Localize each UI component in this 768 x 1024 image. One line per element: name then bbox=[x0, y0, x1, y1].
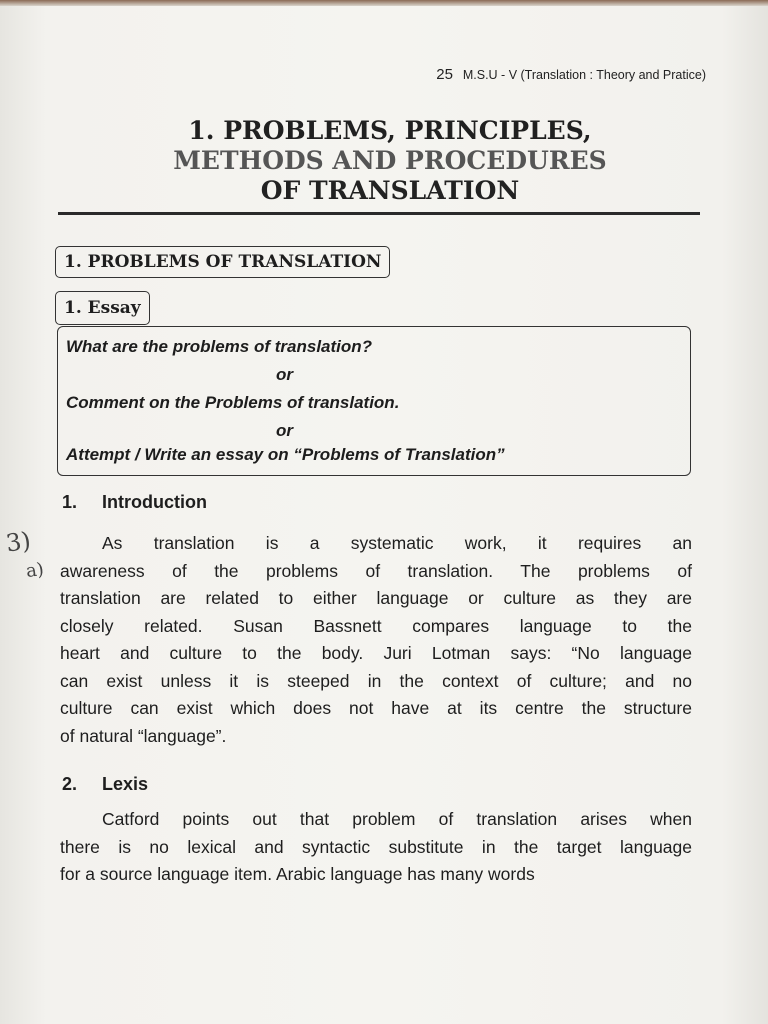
text-line: As translation is a systematic work, it requires an bbox=[102, 533, 692, 553]
introduction-number: 1. bbox=[62, 492, 78, 512]
introduction-paragraph bbox=[60, 530, 692, 750]
title-divider bbox=[58, 212, 700, 215]
text-line: heart and culture to the body. Juri Lotman says: “No language bbox=[60, 643, 692, 663]
introduction-heading bbox=[62, 492, 207, 513]
text-line: of natural “language”. bbox=[60, 725, 227, 746]
page-number: 25 bbox=[436, 66, 453, 83]
text-line: can exist unless it is steeped in the context of culture; and no bbox=[60, 670, 692, 691]
section-heading: 1. PROBLEMS OF TRANSLATION bbox=[55, 246, 390, 278]
handwritten-mark-3: 3) bbox=[4, 526, 33, 558]
question-3: Attempt / Write an essay on “Problems of Translation” bbox=[66, 445, 505, 464]
chapter-title-line-1: 1. PROBLEMS, PRINCIPLES, bbox=[188, 116, 592, 145]
text-line: for a source language item. Arabic language has many words bbox=[60, 864, 535, 884]
lexis-number: 2. bbox=[62, 774, 78, 794]
text-line: Catford points out that problem of translation arises when bbox=[102, 809, 692, 829]
introduction-title: Introduction bbox=[102, 492, 207, 512]
question-1: What are the problems of translation? bbox=[66, 337, 373, 356]
lexis-paragraph bbox=[60, 806, 692, 889]
or-separator-2: or bbox=[276, 421, 293, 440]
text-line: awareness of the problems of translation. The problems of bbox=[60, 560, 692, 581]
text-line: culture can exist which does not have at its centre the structure bbox=[60, 698, 692, 718]
running-title: M.S.U - V (Translation : Theory and Pratice) bbox=[462, 68, 706, 82]
essay-heading: 1. Essay bbox=[55, 291, 150, 325]
running-header bbox=[436, 66, 706, 83]
page-top-edge bbox=[0, 0, 768, 6]
question-box bbox=[57, 326, 691, 476]
lexis-title: Lexis bbox=[102, 774, 149, 794]
question-2: Comment on the Problems of translation. bbox=[66, 393, 400, 412]
chapter-title-line-3: OF TRANSLATION bbox=[260, 176, 520, 205]
handwritten-mark-a: a) bbox=[24, 558, 46, 583]
lexis-heading bbox=[62, 774, 148, 795]
or-separator-1: or bbox=[276, 365, 293, 384]
chapter-title bbox=[60, 116, 720, 206]
text-line: there is no lexical and syntactic substitute in the target language bbox=[60, 836, 692, 857]
text-line: translation are related to either language or culture as they are bbox=[60, 588, 692, 608]
chapter-title-line-2: METHODS AND PROCEDURES bbox=[173, 146, 607, 175]
text-line: closely related. Susan Bassnett compares language to the bbox=[60, 615, 692, 636]
